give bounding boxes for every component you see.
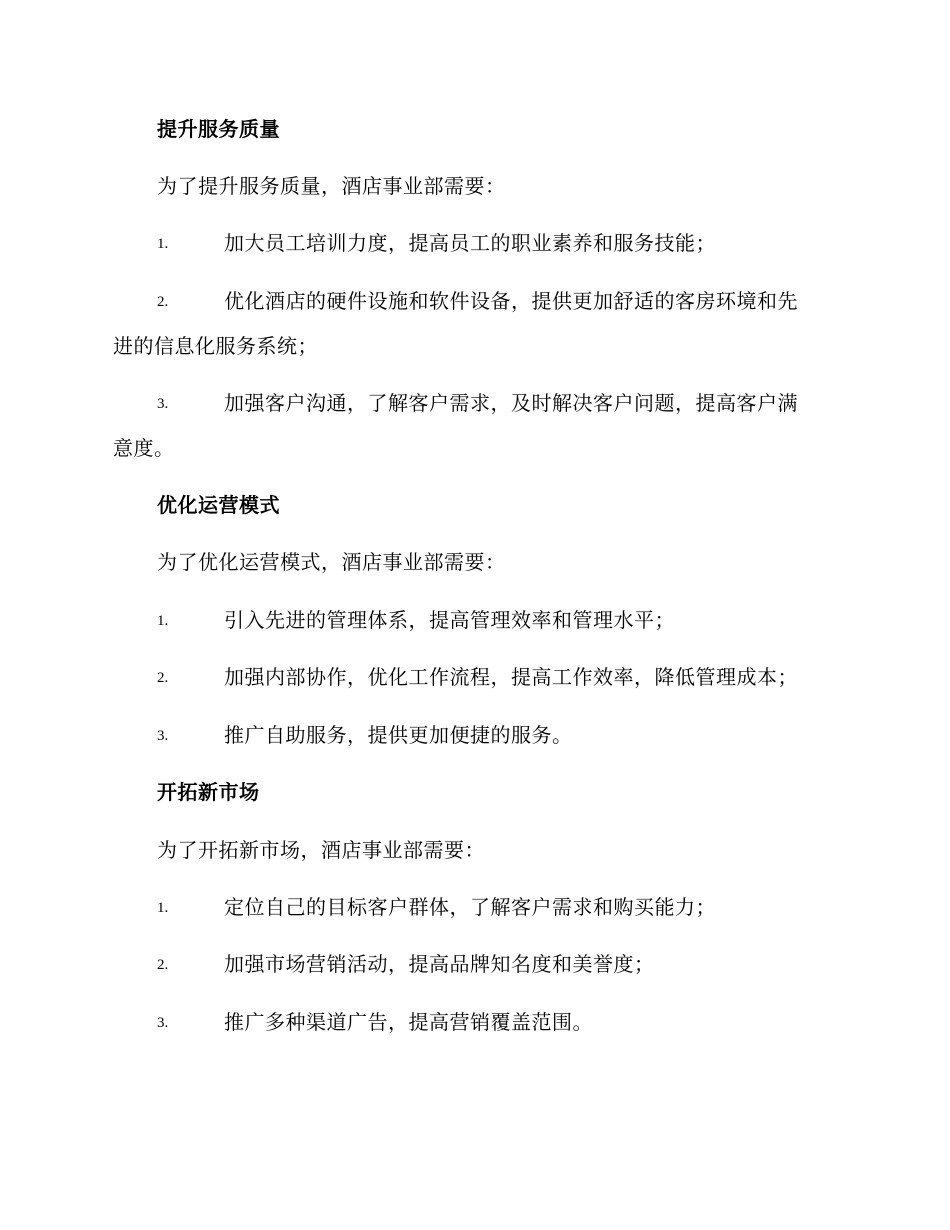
list-item-text: 推广自助服务，提供更加便捷的服务。 — [224, 723, 573, 747]
list-item-number: 1. — [157, 900, 169, 916]
list-item-number: 1. — [157, 613, 169, 629]
section-heading: 提升服务质量 — [157, 117, 280, 141]
list-item-text: 引入先进的管理体系，提高管理效率和管理水平； — [224, 608, 675, 632]
list-item-number: 3. — [157, 728, 169, 744]
list-item-number: 2. — [157, 670, 169, 686]
list-item-number: 2. — [157, 294, 169, 310]
section-intro: 为了提升服务质量，酒店事业部需要： — [157, 174, 506, 198]
list-item-text: 加强内部协作，优化工作流程，提高工作效率，降低管理成本； — [224, 665, 798, 689]
list-item-text: 优化酒店的硬件设施和软件设备，提供更加舒适的客房环境和先 — [224, 289, 798, 313]
list-item-text: 定位自己的目标客户群体，了解客户需求和购买能力； — [224, 895, 716, 919]
list-item-number: 1. — [157, 236, 169, 252]
section-heading: 优化运营模式 — [157, 493, 280, 517]
list-item-number: 3. — [157, 1015, 169, 1031]
list-item-text: 加强客户沟通，了解客户需求，及时解决客户问题，提高客户满 — [224, 391, 798, 415]
list-item-text: 加大员工培训力度，提高员工的职业素养和服务技能； — [224, 231, 716, 255]
list-item-number: 3. — [157, 396, 169, 412]
list-item-text: 推广多种渠道广告，提高营销覆盖范围。 — [224, 1010, 593, 1034]
list-item-text-continued: 进的信息化服务系统； — [113, 334, 318, 358]
section-heading: 开拓新市场 — [157, 780, 260, 804]
list-item-text: 加强市场营销活动，提高品牌知名度和美誉度； — [224, 952, 655, 976]
list-item-number: 2. — [157, 957, 169, 973]
section-intro: 为了开拓新市场，酒店事业部需要： — [157, 838, 485, 862]
section-intro: 为了优化运营模式，酒店事业部需要： — [157, 550, 506, 574]
list-item-text-continued: 意度。 — [113, 436, 175, 460]
